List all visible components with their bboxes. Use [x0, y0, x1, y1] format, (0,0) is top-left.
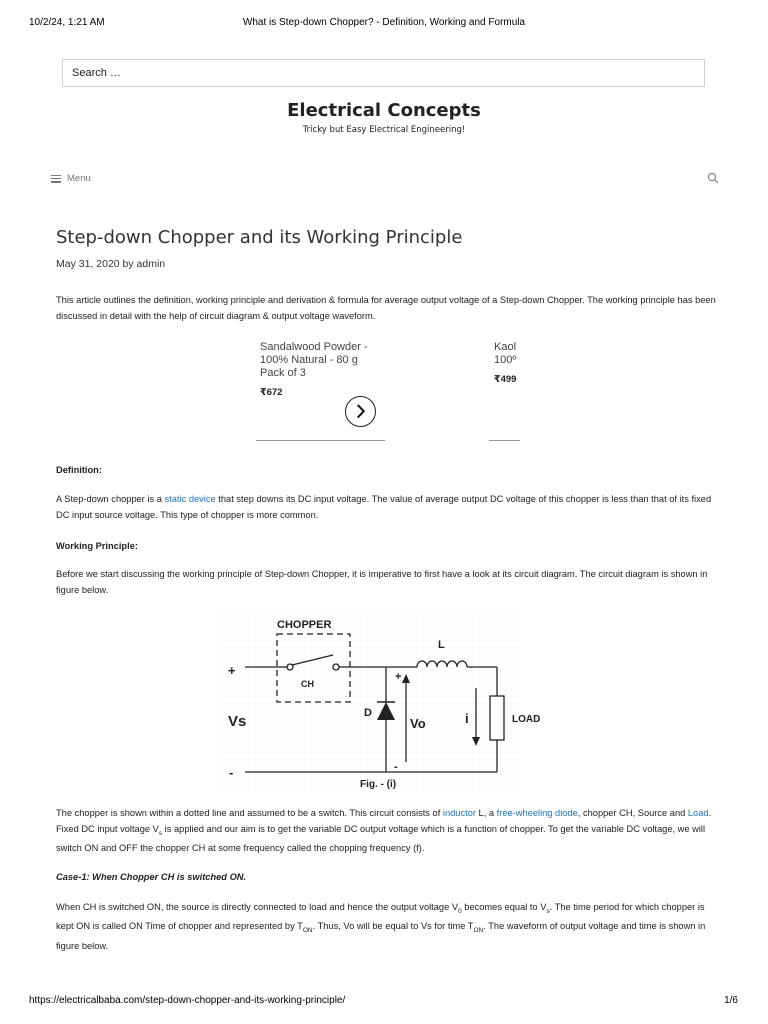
source-voltage-label: Vs: [228, 713, 247, 730]
ad-name-line: 100% Natural - 80 g: [260, 354, 358, 366]
switch-label: CH: [301, 679, 314, 689]
step-down-chopper-circuit-diagram: [220, 612, 541, 792]
output-voltage-label: Vo: [410, 716, 426, 731]
inductor-link[interactable]: inductor: [442, 808, 476, 818]
output-plus-label: +: [395, 671, 402, 683]
load-link[interactable]: Load: [687, 808, 709, 818]
source-minus-label: -: [229, 765, 234, 780]
search-icon[interactable]: [707, 172, 719, 184]
ad-divider: [489, 440, 520, 441]
ad-name-line: Kaol: [494, 341, 517, 353]
site-title[interactable]: Electrical Concepts: [287, 100, 481, 121]
load-label: LOAD: [512, 714, 541, 725]
load-resistor: [490, 696, 504, 740]
ad-name-line: 100º: [494, 354, 517, 366]
print-doc-title: What is Step-down Chopper? - Definition, Working and Formula: [242, 17, 526, 28]
ad-price: ₹672: [260, 387, 283, 398]
chopper-paragraph: The chopper is shown within a dotted line and assumed to be a switch. This circuit consists of inductor L, a free-wheeling diode, chopper CH, Source and Load. Fixed DC input voltage $V_s$ is applied and our aim is to get the variable DC output voltage which is a function of chopper. To get the variable DC voltage, we will switch ON and OFF the chopper CH at some frequency called the chopping frequency (f).: [56, 808, 712, 853]
ad-name-line: Sandalwood Powder -: [260, 341, 368, 353]
ad-product-name[interactable]: [260, 341, 390, 380]
search-input[interactable]: Search …: [62, 59, 705, 87]
definition-paragraph: A Step-down chopper is a static device that step downs its DC input voltage. The value of average output DC voltage of this chopper is less than that of its fixed DC input source voltage. This type of chopper is more common.: [56, 494, 712, 520]
print-page-number: 1/6: [724, 995, 738, 1006]
diode-label: D: [364, 707, 372, 719]
print-date: 10/2/24, 1:21 AM: [29, 17, 105, 28]
current-label: i: [465, 711, 469, 726]
ad-divider: [256, 440, 385, 441]
figure-caption: Fig. - (i): [360, 779, 397, 790]
ad-product-name[interactable]: [494, 341, 520, 367]
source-plus-label: +: [228, 663, 236, 678]
working-intro-paragraph: Before we start discussing the working principle of Step-down Chopper, it is imperative to first have a look at its circuit diagram. The circuit diagram is shown in figure below.: [56, 569, 708, 595]
figure-grid: [220, 612, 520, 792]
site-tagline: Tricky but Easy Electrical Engineering!: [302, 125, 466, 135]
output-minus-label: -: [394, 761, 398, 773]
static-device-link[interactable]: static device: [164, 494, 216, 504]
inductor-label: L: [438, 639, 445, 651]
carousel-next-button[interactable]: [345, 396, 376, 427]
working-principle-heading: Working Principle:: [56, 541, 138, 551]
print-url: https://electricalbaba.com/step-down-chopper-and-its-working-principle/: [29, 995, 346, 1006]
chevron-right-icon: [358, 405, 364, 418]
case1-paragraph: When CH is switched ON, the source is directly connected to load and hence the output voltage $V_0$ becomes equal to $V_s$. The time period for which chopper is kept ON is called ON Time of chopper and represented by $T_{ON}$. Thus, Vo will be equal to Vs for time $T_{ON}$. The waveform of output voltage and time is shown in figure below.: [56, 902, 706, 951]
article-title: Step-down Chopper and its Working Principle: [56, 227, 463, 248]
definition-heading: Definition:: [56, 465, 102, 475]
ad-name-line: Pack of 3: [260, 367, 306, 379]
article-meta: May 31, 2020 by admin: [56, 258, 166, 270]
menu-label: Menu: [67, 173, 91, 184]
menu-toggle-button[interactable]: [51, 173, 91, 184]
free-wheeling-diode-link[interactable]: free-wheeling diode: [496, 808, 578, 818]
chopper-label: CHOPPER: [277, 619, 332, 631]
hamburger-icon: [51, 175, 61, 183]
ad-price: ₹499: [494, 374, 517, 385]
case1-heading: Case-1: When Chopper CH is switched ON.: [56, 872, 247, 882]
intro-paragraph: This article outlines the definition, working principle and derivation & formula for average output voltage of a Step-down Chopper. The working principle has been discussed in detail with the help of circuit diagram & output voltage waveform.: [56, 295, 716, 321]
